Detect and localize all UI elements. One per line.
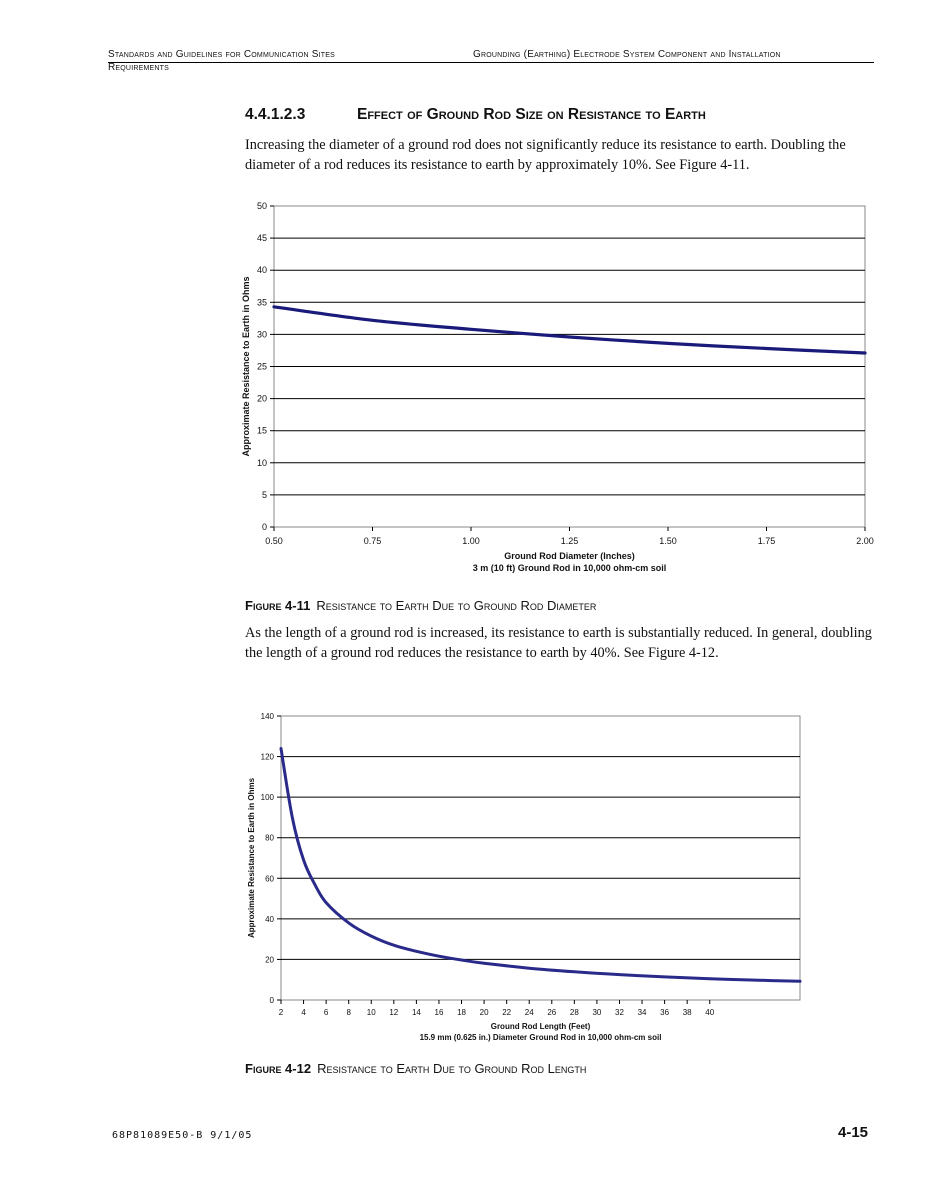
x-tick-label: 20 <box>479 1008 489 1017</box>
x-tick-label: 22 <box>502 1008 512 1017</box>
page-number: 4-15 <box>838 1124 869 1141</box>
x-axis-title: Ground Rod Length (Feet) <box>490 1022 591 1031</box>
y-tick-label: 5 <box>261 489 267 500</box>
header-left-line2: Requirements <box>108 62 169 73</box>
x-tick-label: 4 <box>301 1008 306 1017</box>
x-tick-label: 26 <box>547 1008 557 1017</box>
paragraph-diameter: Increasing the diameter of a ground rod does not significantly reduce its resistance to earth. Doubling the diameter of a rod reduces its resistance to earth by approximately 10%. See Figure 4-11. <box>245 137 846 173</box>
x-tick-label: 8 <box>346 1008 351 1017</box>
x-tick-label: 38 <box>682 1008 692 1017</box>
x-tick-label: 14 <box>411 1008 421 1017</box>
running-header-right: Grounding (Earthing) Electrode System Component and Installation <box>473 49 781 60</box>
x-tick-label: 6 <box>323 1008 329 1017</box>
x-tick-label: 28 <box>569 1008 579 1017</box>
y-tick-label: 100 <box>260 793 274 803</box>
y-tick-label: 35 <box>256 297 267 308</box>
y-tick-label: 80 <box>265 833 274 843</box>
series-line-1 <box>281 749 800 982</box>
paragraph-length: As the length of a ground rod is increased, its resistance to earth is substantially reduced. In general, doubling the length of a ground rod reduces the resistance to earth by 40%. See Figure 4-12. <box>245 625 872 661</box>
x-tick-label: 2.00 <box>856 536 874 546</box>
y-tick-label: 30 <box>256 329 267 340</box>
x-tick-label: 1.50 <box>659 536 677 546</box>
x-tick-label: 30 <box>592 1008 602 1017</box>
x-tick-label: 0.75 <box>363 536 382 546</box>
y-tick-label: 20 <box>256 393 267 404</box>
x-tick-label: 1.75 <box>757 536 776 546</box>
x-tick-label: 0.50 <box>265 536 283 546</box>
section-number: 4.4.1.2.3 <box>245 106 306 123</box>
y-tick-label: 10 <box>256 457 267 468</box>
x-tick-label: 24 <box>524 1008 534 1017</box>
figure-title: Resistance to Earth Due to Ground Rod Diameter <box>316 598 597 613</box>
plot-frame <box>281 716 800 1000</box>
x-tick-label: 2 <box>278 1008 284 1017</box>
y-tick-label: 45 <box>256 233 267 244</box>
y-axis-title: Approximate Resistance to Earth in Ohms <box>247 777 256 939</box>
y-tick-label: 0 <box>269 996 274 1005</box>
figure-label: Figure 4-12 <box>245 1061 312 1076</box>
x-axis-title: Ground Rod Diameter (Inches) <box>504 551 635 561</box>
section-title: Effect of Ground Rod Size on Resistance to Earth <box>357 106 706 123</box>
x-tick-label: 1.25 <box>560 536 579 546</box>
x-tick-label: 40 <box>705 1008 715 1017</box>
x-tick-label: 34 <box>637 1008 647 1017</box>
y-tick-label: 120 <box>260 752 274 762</box>
y-tick-label: 60 <box>265 874 274 884</box>
y-axis-title: Approximate Resistance to Earth in Ohms <box>241 276 251 457</box>
x-tick-label: 1.00 <box>462 536 480 546</box>
x-tick-label: 12 <box>389 1008 399 1017</box>
header-left-line1: Standards and Guidelines for Communication Sites <box>108 49 335 60</box>
x-tick-label: 16 <box>434 1008 444 1017</box>
y-tick-label: 15 <box>256 425 267 436</box>
footer-doc-id: 68P81089E50-B 9/1/05 <box>112 1130 253 1141</box>
y-tick-label: 0 <box>261 522 267 532</box>
x-tick-label: 10 <box>366 1008 376 1017</box>
x-axis-subtitle: 3 m (10 ft) Ground Rod in 10,000 ohm-cm soil <box>472 563 667 573</box>
figure-label: Figure 4-11 <box>245 598 311 613</box>
x-axis-subtitle: 15.9 mm (0.625 in.) Diameter Ground Rod in 10,000 ohm-cm soil <box>419 1033 662 1042</box>
y-tick-label: 20 <box>265 955 274 965</box>
y-tick-label: 40 <box>265 914 274 924</box>
y-tick-label: 140 <box>260 712 274 721</box>
y-tick-label: 50 <box>256 201 267 211</box>
figure-caption-4-12 <box>245 1061 586 1076</box>
y-tick-label: 25 <box>256 361 267 372</box>
x-tick-label: 18 <box>457 1008 466 1017</box>
y-tick-label: 40 <box>256 265 267 276</box>
figure-title: Resistance to Earth Due to Ground Rod Length <box>317 1061 587 1076</box>
x-tick-label: 32 <box>615 1008 624 1017</box>
x-tick-label: 36 <box>660 1008 670 1017</box>
